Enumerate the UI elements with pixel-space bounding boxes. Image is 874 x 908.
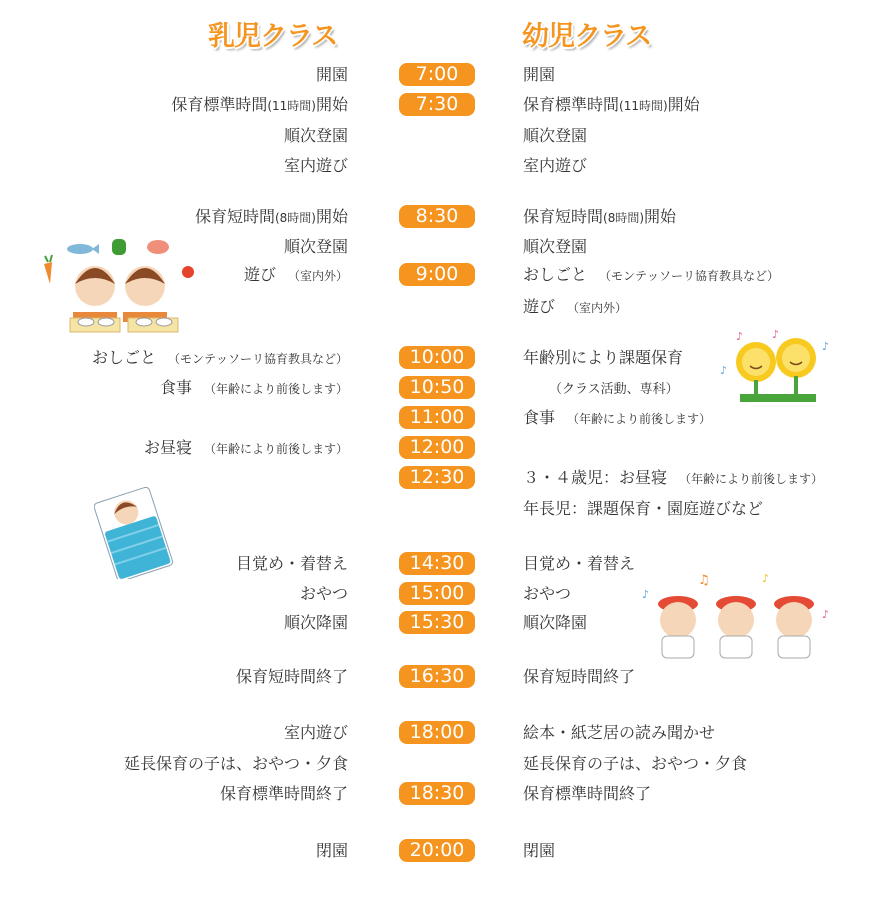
activity-suffix: 開始 bbox=[315, 95, 348, 114]
infant-activity bbox=[300, 582, 348, 606]
svg-text:♪: ♪ bbox=[720, 364, 728, 377]
time-badge: 15:30 bbox=[399, 611, 475, 634]
infant-activity bbox=[236, 665, 348, 689]
activity-label: 保育標準時間 bbox=[523, 95, 620, 114]
time-badge: 12:30 bbox=[399, 466, 475, 489]
time-badge: 12:00 bbox=[399, 436, 475, 459]
activity-note: （年齢により前後します） bbox=[679, 472, 824, 486]
svg-text:♪: ♪ bbox=[736, 330, 744, 343]
infant-activity bbox=[316, 63, 348, 87]
time-badge: 15:00 bbox=[399, 582, 475, 605]
singing-children-illustration bbox=[640, 570, 835, 665]
activity-label: 順次登園 bbox=[523, 237, 588, 256]
activity-label: 絵本・紙芝居の読み聞かせ bbox=[523, 723, 716, 742]
schedule-row bbox=[0, 406, 874, 430]
activity-label: 保育標準時間終了 bbox=[523, 784, 652, 803]
infant-activity bbox=[284, 124, 348, 148]
toddler-activity bbox=[523, 63, 555, 87]
infant-activity bbox=[284, 154, 348, 178]
infant-activity bbox=[160, 376, 348, 400]
svg-text:♪: ♪ bbox=[762, 572, 770, 585]
time-badge: 10:50 bbox=[399, 376, 475, 399]
children-eating-illustration bbox=[40, 234, 210, 334]
toddler-activity bbox=[523, 782, 651, 806]
infant-activity bbox=[244, 263, 348, 287]
activity-label: おしごと bbox=[523, 265, 588, 284]
schedule-row bbox=[0, 782, 874, 806]
toddler-activity bbox=[523, 93, 700, 117]
activity-label: 食事 bbox=[159, 378, 192, 397]
toddler-activity bbox=[523, 721, 715, 745]
header-infant-class: 乳児クラス bbox=[208, 21, 338, 52]
toddler-activity bbox=[523, 154, 587, 178]
svg-text:♪: ♪ bbox=[772, 328, 780, 341]
schedule-row bbox=[0, 63, 874, 87]
schedule-row bbox=[0, 93, 874, 117]
time-badge: 20:00 bbox=[399, 839, 475, 862]
infant-activity bbox=[124, 752, 348, 776]
toddler-activity bbox=[523, 665, 635, 689]
activity-note: （年齢により前後します） bbox=[203, 442, 348, 456]
activity-hours: (11時間) bbox=[619, 99, 668, 113]
activity-label: 延長保育の子は、おやつ・夕食 bbox=[123, 754, 348, 773]
activity-note: （室内外） bbox=[567, 301, 628, 315]
svg-text:♪: ♪ bbox=[822, 340, 830, 353]
infant-activity bbox=[220, 782, 348, 806]
activity-label: 閉園 bbox=[315, 841, 348, 860]
infant-activity bbox=[316, 839, 348, 863]
activity-label: 保育短時間 bbox=[523, 207, 604, 226]
infant-activity bbox=[284, 721, 348, 745]
time-badge: 11:00 bbox=[399, 406, 475, 429]
activity-label: 保育標準時間 bbox=[171, 95, 268, 114]
activity-label: 目覚め・着替え bbox=[235, 554, 348, 573]
header-toddler-class: 幼児クラス bbox=[522, 21, 652, 52]
toddler-activity bbox=[523, 295, 627, 319]
activity-label: 年齢別により課題保育 bbox=[523, 348, 684, 367]
activity-label: 目覚め・着替え bbox=[523, 554, 636, 573]
activity-label: 遊び bbox=[523, 297, 556, 316]
toddler-activity bbox=[523, 497, 763, 521]
activity-label: 保育短時間終了 bbox=[235, 667, 348, 686]
time-badge: 16:30 bbox=[399, 665, 475, 688]
toddler-activity bbox=[523, 466, 823, 490]
activity-suffix: 開始 bbox=[315, 207, 348, 226]
activity-label: 開園 bbox=[523, 65, 556, 84]
toddler-activity bbox=[523, 205, 676, 229]
infant-activity bbox=[284, 611, 348, 635]
activity-hours: (8時間) bbox=[603, 211, 645, 225]
infant-activity bbox=[284, 235, 348, 259]
toddler-activity bbox=[523, 376, 679, 400]
activity-label: 保育短時間終了 bbox=[523, 667, 636, 686]
activity-label: 順次降園 bbox=[523, 613, 588, 632]
schedule-row bbox=[0, 436, 874, 460]
infant-activity bbox=[92, 346, 348, 370]
toddler-activity bbox=[523, 346, 683, 370]
activity-label: 食事 bbox=[523, 408, 556, 427]
time-badge: 14:30 bbox=[399, 552, 475, 575]
toddler-activity bbox=[523, 752, 747, 776]
activity-note: （年齢により前後します） bbox=[567, 412, 712, 426]
infant-activity bbox=[195, 205, 348, 229]
svg-text:♪: ♪ bbox=[822, 608, 830, 621]
time-badge: 18:00 bbox=[399, 721, 475, 744]
activity-label: おやつ bbox=[299, 584, 348, 603]
activity-label: 順次降園 bbox=[283, 613, 348, 632]
schedule-row bbox=[0, 205, 874, 229]
time-badge: 7:00 bbox=[399, 63, 475, 86]
time-badge: 8:30 bbox=[399, 205, 475, 228]
activity-label: お昼寝 bbox=[143, 438, 192, 457]
schedule-row bbox=[0, 154, 874, 178]
activity-note: （モンテッソーリ協育教具など） bbox=[167, 352, 348, 366]
activity-note: （年齢により前後します） bbox=[203, 382, 348, 396]
infant-activity bbox=[144, 436, 348, 460]
sunflowers-illustration bbox=[718, 328, 836, 404]
activity-hours: (11時間) bbox=[267, 99, 316, 113]
activity-label: ３・４歳児：お昼寝 bbox=[523, 468, 668, 487]
activity-label: 遊び bbox=[243, 265, 276, 284]
toddler-activity bbox=[523, 839, 555, 863]
schedule-row bbox=[0, 665, 874, 689]
activity-subnote: （クラス活動、専科） bbox=[549, 382, 679, 397]
toddler-activity bbox=[523, 552, 635, 576]
toddler-activity bbox=[523, 263, 779, 287]
time-badge: 18:30 bbox=[399, 782, 475, 805]
activity-label: 順次登園 bbox=[283, 237, 348, 256]
time-badge: 10:00 bbox=[399, 346, 475, 369]
toddler-activity bbox=[523, 582, 571, 606]
activity-label: 順次登園 bbox=[523, 126, 588, 145]
time-badge: 7:30 bbox=[399, 93, 475, 116]
activity-label: 室内遊び bbox=[283, 156, 348, 175]
schedule-row bbox=[0, 721, 874, 745]
schedule-row bbox=[0, 124, 874, 148]
activity-label: おしごと bbox=[91, 348, 156, 367]
activity-label: 年長児：課題保育・園庭遊びなど bbox=[523, 499, 764, 518]
activity-label: 保育標準時間終了 bbox=[219, 784, 348, 803]
activity-label: 延長保育の子は、おやつ・夕食 bbox=[523, 754, 748, 773]
svg-text:♫: ♫ bbox=[698, 573, 710, 588]
activity-label: 室内遊び bbox=[283, 723, 348, 742]
svg-text:♪: ♪ bbox=[642, 588, 650, 601]
activity-label: 保育短時間 bbox=[194, 207, 275, 226]
schedule-row bbox=[0, 839, 874, 863]
sleeping-child-illustration bbox=[94, 487, 174, 579]
activity-label: おやつ bbox=[523, 584, 572, 603]
activity-label: 順次登園 bbox=[283, 126, 348, 145]
toddler-activity bbox=[523, 124, 587, 148]
schedule-row bbox=[0, 752, 874, 776]
activity-label: 室内遊び bbox=[523, 156, 588, 175]
activity-label: 閉園 bbox=[523, 841, 556, 860]
toddler-activity bbox=[523, 611, 587, 635]
time-badge: 9:00 bbox=[399, 263, 475, 286]
activity-suffix: 開始 bbox=[644, 207, 677, 226]
toddler-activity bbox=[523, 406, 711, 430]
activity-hours: (8時間) bbox=[274, 211, 316, 225]
activity-label: 開園 bbox=[315, 65, 348, 84]
infant-activity bbox=[171, 93, 348, 117]
activity-suffix: 開始 bbox=[667, 95, 700, 114]
activity-note: （室内外） bbox=[287, 269, 348, 283]
toddler-activity bbox=[523, 235, 587, 259]
activity-note: （モンテッソーリ協育教具など） bbox=[599, 269, 780, 283]
infant-activity bbox=[236, 552, 348, 576]
